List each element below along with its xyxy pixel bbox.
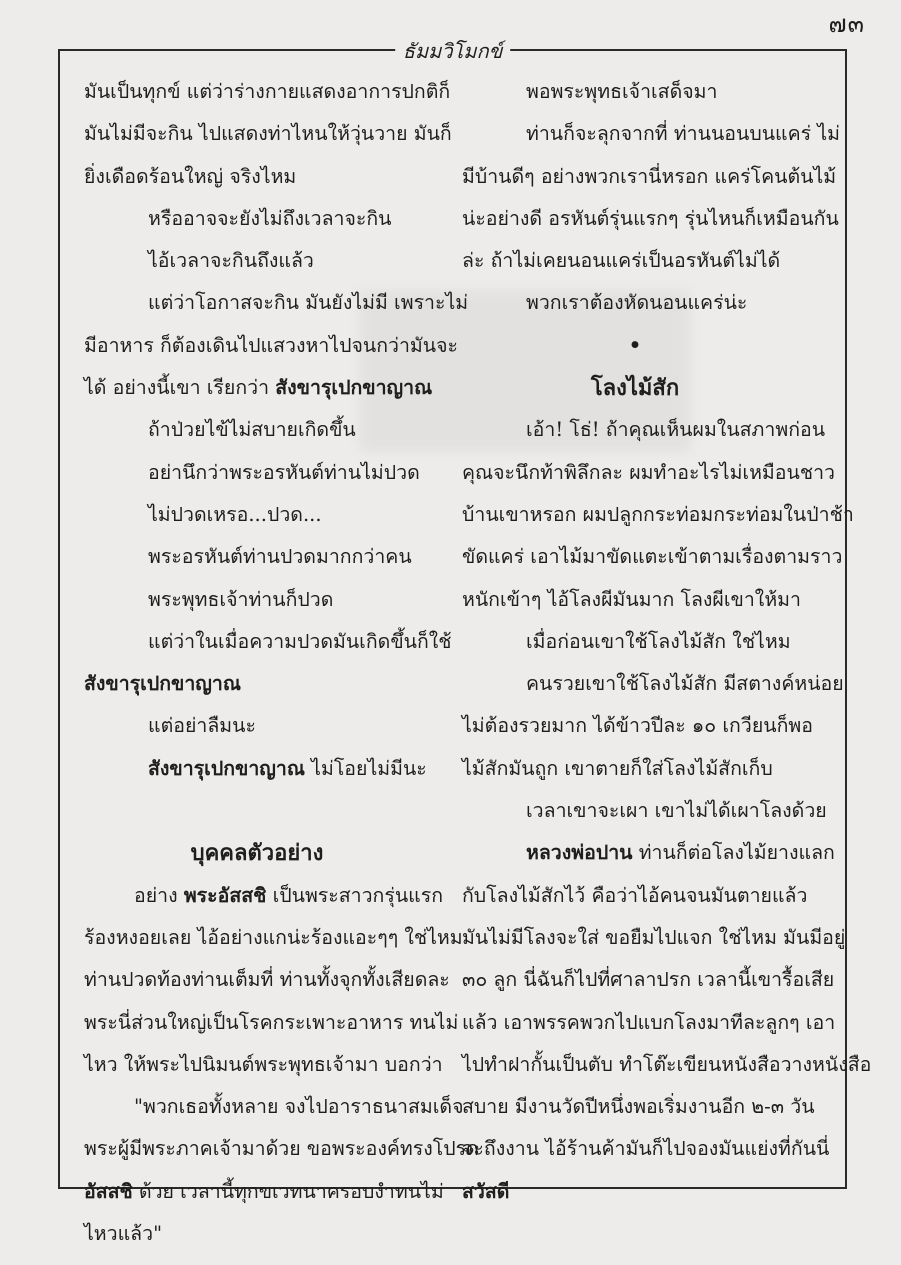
text-span: ด้วย เวลานี้ทุกขเวทนาครอบงำทนไม่: [132, 1179, 444, 1203]
text-line: มันไม่มีจะกิน ไปแสดงท่าไหนให้วุ่นวาย มันก็: [84, 122, 452, 146]
text-line: บ้านเขาหรอก ผมปลูกกระท่อมกระท่อมในป่าช้า: [462, 502, 854, 526]
text-line: แต่ว่าในเมื่อความปวดมันเกิดขึ้นก็ใช้: [148, 629, 452, 653]
blank-line: [84, 790, 430, 832]
right-column: [462, 71, 872, 1213]
text-line: อย่านึกว่าพระอรหันต์ท่านไม่ปวด: [148, 460, 420, 484]
text-line: [84, 367, 433, 409]
closing-word: สวัสดี: [462, 1179, 510, 1203]
bold-term: พระอัสสชิ: [183, 883, 267, 907]
text-line: น่ะอย่างดี อรหันต์รุ่นแรกๆ รุ่นไหนก็เหมือนกัน: [462, 206, 839, 230]
text-line: ร้องหงอยเลย ไอ้อย่างแกน่ะร้องแอะๆๆ ใช่ไหม: [84, 925, 463, 949]
text-line: ไหว ให้พระไปนิมนต์พระพุทธเจ้ามา บอกว่า: [84, 1052, 443, 1076]
text-line: กับโลงไม้สักไว้ คือว่าไอ้คนจนมันตายแล้ว: [462, 883, 808, 907]
page-frame: [58, 39, 872, 1246]
text-line: ไม้สักมันถูก เขาตายก็ใส่โลงไม้สักเก็บ: [462, 756, 773, 780]
text-line: ท่านปวดท้องท่านเต็มที่ ท่านทั้งจุกทั้งเสียดละ: [84, 968, 450, 992]
text-line: เอ้า! โธ่! ถ้าคุณเห็นผมในสภาพก่อน: [526, 418, 826, 442]
bold-term: สังขารุเปกขาญาณ: [148, 756, 305, 780]
text-line: คุณจะนึกท้าพิลึกละ ผมทำอะไรไม่เหมือนชาว: [462, 460, 835, 484]
text-line: แล้ว เอาพรรคพวกไปแบกโลงมาทีละลูกๆ เอา: [462, 1010, 836, 1034]
text-line: [84, 748, 430, 790]
text-line: พระพุทธเจ้าท่านก็ปวด: [148, 587, 334, 611]
text-line: ไหวแล้ว": [84, 1222, 163, 1246]
text-line: "พวกเธอทั้งหลาย จงไปอาราธนาสมเด็จ: [134, 1095, 464, 1119]
text-line: จะถึงงาน ไอ้ร้านค้ามันก็ไปจองมันแย่งที่กันนี่: [462, 1137, 830, 1161]
section-heading: บุคคลตัวอย่าง: [190, 840, 324, 867]
text-line: มีบ้านดีๆ อย่างพวกเรานี่หรอก แคร่โคนต้นไม้: [462, 164, 837, 188]
page-number: ๗๓: [828, 10, 865, 38]
text-line: สบาย มีงานวัดปีหนึ่งพอเริ่มงานอีก ๒-๓ วัน: [462, 1095, 815, 1119]
text-line: เวลาเขาจะเผา เขาไม่ได้เผาโลงด้วย: [526, 799, 827, 823]
text-line: ท่านก็จะลุกจากที่ ท่านนอนบนแคร่ ไม่: [526, 122, 840, 146]
left-column: [84, 71, 479, 1255]
text-line: [84, 875, 444, 917]
text-span: อย่าง: [134, 883, 184, 907]
text-line: แต่อย่าลืมนะ: [148, 714, 256, 738]
text-line: ยิ่งเดือดร้อนใหญ่ จริงไหม: [84, 164, 297, 188]
section-divider-dot: •: [628, 333, 642, 357]
bold-term: สังขารุเปกขาญาณ: [84, 672, 241, 696]
text-line: มีอาหาร ก็ต้องเดินไปแสวงหาไปจนกว่ามันจะ: [84, 333, 459, 357]
text-span: ได้ อย่างนี้เขา เรียกว่า: [84, 376, 276, 400]
bold-term: หลวงพ่อปาน: [526, 841, 633, 865]
text-line: พระอรหันต์ท่านปวดมากกว่าคน: [148, 545, 412, 569]
text-line: ๓๐ ลูก นี่ฉันก็ไปที่ศาลาปรก เวลานี้เขารื้อเสีย: [462, 968, 835, 992]
text-line: พระผู้มีพระภาคเจ้ามาด้วย ขอพระองค์ทรงโปรด: [84, 1137, 479, 1161]
text-line: พอพระพุทธเจ้าเสด็จมา: [526, 80, 718, 103]
text-line: พระนี่ส่วนใหญ่เป็นโรคกระเพาะอาหาร ทนไม่: [84, 1010, 459, 1034]
text-line: แต่ว่าโอกาสจะกิน มันยังไม่มี เพราะไม่: [148, 291, 469, 315]
text-line: เมื่อก่อนเขาใช้โลงไม้สัก ใช่ไหม: [526, 629, 791, 653]
text-line: ไม่ปวดเหรอ...ปวด...: [148, 502, 322, 526]
text-span: ไม่โอยไม่มีนะ: [304, 756, 427, 780]
text-line: [84, 1171, 444, 1213]
text-line: หนักเข้าๆ ไอ้โลงผีมันมาก โลงผีเขาให้มา: [462, 587, 801, 611]
text-span: ท่านก็ต่อโลงไม้ยางแลก: [632, 841, 835, 865]
text-line: หรืออาจจะยังไม่ถึงเวลาจะกิน: [148, 206, 392, 230]
text-line: ถ้าป่วยไข้ไม่สบายเกิดขึ้น: [148, 418, 356, 442]
text-line: ไอ้เวลาจะกินถึงแล้ว: [148, 249, 314, 273]
text-line: ไปทำฝากั้นเป็นตับ ทำโต๊ะเขียนหนังสือวางหนังสือ: [462, 1052, 872, 1076]
running-header: ธัมมวิโมกข์: [395, 35, 511, 67]
text-line: มันเป็นทุกข์ แต่ว่าร่างกายแสดงอาการปกติก็: [84, 80, 451, 103]
section-heading: โลงไม้สัก: [590, 375, 680, 402]
bold-term: สังขารุเปกขาญาณ: [275, 376, 433, 400]
text-line: คนรวยเขาใช้โลงไม้สัก มีสตางค์หน่อย: [526, 672, 844, 696]
text-span: เป็นพระสาวกรุ่นแรก: [266, 883, 444, 907]
text-line: ไม่ต้องรวยมาก ได้ข้าวปีละ ๑๐ เกวียนก็พอ: [462, 714, 813, 738]
text-line: ขัดแคร่ เอาไม้มาขัดแตะเข้าตามเรื่องตามราว: [462, 545, 843, 569]
text-line: ล่ะ ถ้าไม่เคยนอนแคร่เป็นอรหันต์ไม่ได้: [462, 249, 781, 273]
text-line: พวกเราต้องหัดนอนแคร่น่ะ: [526, 291, 748, 315]
bold-term: อัสสชิ: [84, 1179, 133, 1203]
text-line: มันไม่มีโลงจะใส่ ขอยืมไปแจก ใช่ไหม มันมีอยู่: [462, 925, 846, 949]
text-line: [462, 832, 835, 874]
